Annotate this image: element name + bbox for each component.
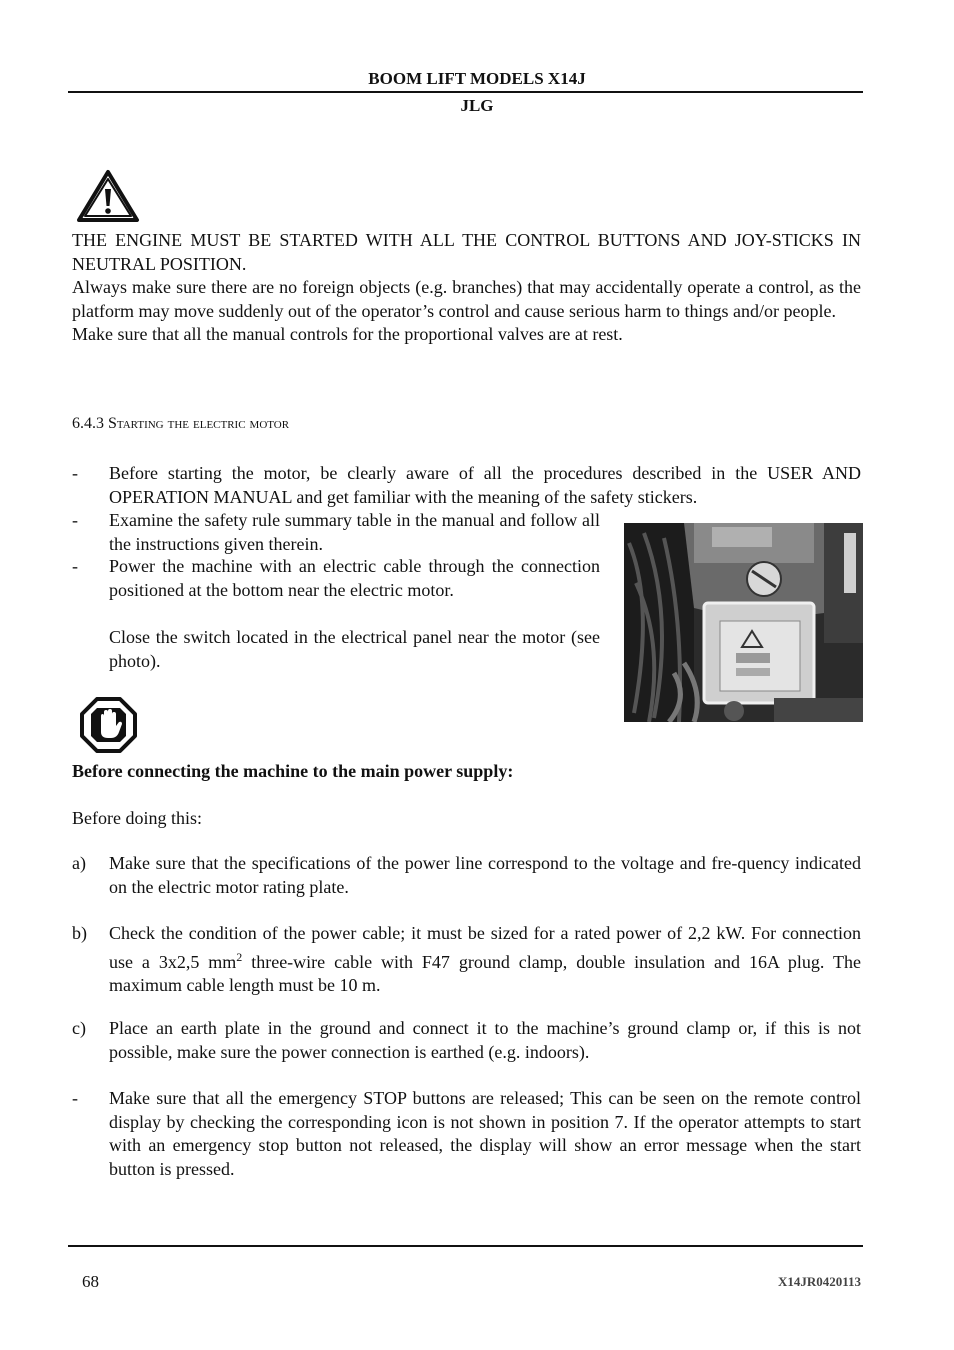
list-item (72, 555, 600, 602)
document-code: X14JR0420113 (777, 1274, 861, 1289)
header-title: BOOM LIFT MODELS X14J (368, 69, 586, 88)
list-item (72, 852, 861, 899)
warning-line-3: Make sure that all the manual controls for the proportional valves are at rest. (72, 324, 623, 344)
list-item-text: Make sure that all the emergency STOP buttons are released; This can be seen on the remote control display by checking the corresponding icon is not shown in position 7. If the operator attempts to start with an emergency stop button not released, the display will show an error message when the start button is pressed. (109, 1088, 861, 1179)
list-item (72, 1017, 861, 1064)
list-item-text: Make sure that the specifications of the power line correspond to the voltage and fre-quency indicated on the electric motor rating plate. (109, 853, 861, 897)
list-item (72, 922, 861, 998)
page-number: 68 (82, 1272, 99, 1291)
list-marker: - (72, 510, 78, 530)
superscript: 2 (236, 949, 243, 964)
header-subtitle: JLG (460, 96, 494, 115)
warning-triangle-icon (76, 169, 140, 223)
list-marker: b) (72, 923, 87, 943)
warning-line-1: THE ENGINE MUST BE STARTED WITH ALL THE CONTROL BUTTONS AND JOY-STICKS IN NEUTRAL POSITION. (72, 230, 861, 274)
list-item (72, 1087, 861, 1181)
stop-hand-icon (79, 696, 138, 754)
list-item-text (109, 922, 861, 998)
warning-text (72, 229, 861, 347)
stop-notice-intro: Before doing this: (72, 808, 202, 828)
list-marker: - (72, 463, 78, 483)
section-number: 6.4.3 (72, 415, 104, 432)
list-item-text: Power the machine with an electric cable through the connection positioned at the bottom near the electric motor. (109, 556, 600, 600)
list-item-text: Examine the safety rule summary table in the manual and follow all the instructions given therein. (109, 510, 600, 554)
list-item (72, 626, 600, 673)
stop-notice-heading: Before connecting the machine to the main power supply: (72, 761, 514, 781)
list-marker: c) (72, 1018, 86, 1038)
text-fragment: three-wire cable with F47 ground clamp, double insulation and 16A plug. The maximum cable length must be 10 m. (109, 951, 861, 995)
list-item-text: Close the switch located in the electrical panel near the motor (see photo). (109, 627, 600, 671)
warning-line-2: Always make sure there are no foreign objects (e.g. branches) that may accidentally operate a control, as the platform may move suddenly out of the operator’s control and cause serious harm to things and/or people. (72, 277, 861, 321)
electrical-panel-photo (624, 523, 863, 722)
list-marker: - (72, 1088, 78, 1108)
header-rule (68, 91, 863, 93)
section-title: Starting the electric motor (108, 415, 290, 432)
list-item (72, 509, 600, 556)
list-marker: - (72, 556, 78, 576)
list-item (72, 462, 861, 509)
footer-rule (68, 1245, 863, 1247)
list-item-text: Place an earth plate in the ground and connect it to the machine’s ground clamp or, if this is not possible, make sure the power connection is earthed (e.g. indoors). (109, 1018, 861, 1062)
text-fragment: Check the condition of the power cable; it must be sized for a rated power of 2,2 kW. For connection use a 3x2,5 mm (109, 923, 861, 972)
list-item-text: Before starting the motor, be clearly aware of all the procedures described in the USER AND OPERATION MANUAL and get familiar with the meaning of the safety stickers. (109, 463, 861, 507)
list-marker: a) (72, 853, 86, 873)
section-heading (72, 415, 289, 433)
